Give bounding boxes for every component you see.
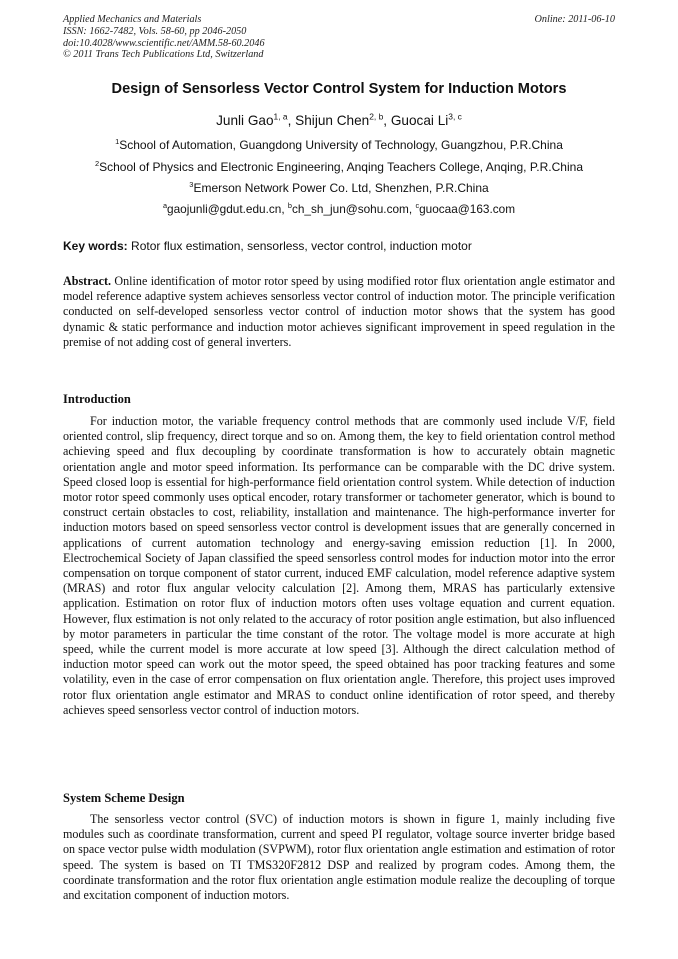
affiliation-1 bbox=[0, 138, 678, 152]
journal-header bbox=[63, 14, 615, 61]
affiliation-text: School of Physics and Electronic Engineering, Anqing Teachers College, Anqing, P.R.China bbox=[99, 160, 583, 174]
section-heading-introduction: Introduction bbox=[63, 392, 131, 406]
doi-line[interactable]: doi:10.4028/www.scientific.net/AMM.58-60.2046 bbox=[63, 37, 265, 49]
affiliation-superscript: 1 bbox=[115, 137, 120, 146]
affiliation-2 bbox=[0, 160, 678, 174]
system-scheme-paragraph: The sensorless vector control (SVC) of induction motors is shown in figure 1, mainly including five modules such as coordinate transformation, current and speed PI regulator, voltage source inverter bridge based on space vector pulse width modulation (SVPWM), rotor flux orientation angle estimation and estimation of rotor speed. The system is based on TI TMS320F2812 DSP and realized by program codes. Among them, the coordinate transformation and the rotor flux orientation angle estimation module realize the decoupling of torque and excitation component of induction motors. bbox=[63, 812, 615, 903]
keywords-text: Rotor flux estimation, sensorless, vector control, induction motor bbox=[131, 239, 472, 253]
email-superscript: b bbox=[287, 201, 292, 211]
email-superscript: c bbox=[415, 201, 420, 211]
affiliation-3 bbox=[0, 181, 678, 195]
abstract-label: Abstract. bbox=[63, 274, 112, 288]
paper-title: Design of Sensorless Vector Control System for Induction Motors bbox=[111, 81, 567, 97]
online-date: Online: 2011-06-10 bbox=[534, 14, 615, 25]
journal-name: Applied Mechanics and Materials bbox=[63, 14, 202, 25]
section-heading-system-scheme: System Scheme Design bbox=[63, 791, 185, 805]
keywords-label: Key words: bbox=[63, 239, 128, 253]
author-emails: $^a$gaojunli@gdut.edu.cn, $^b$ch_sh_jun@sohu.com, $^c$guocaa@163.com bbox=[162, 201, 516, 216]
affiliation-text: School of Automation, Guangdong University of Technology, Guangzhou, P.R.China bbox=[119, 138, 563, 152]
email-link[interactable]: guocaa@163.com bbox=[419, 202, 516, 216]
abstract-text: Online identification of motor rotor speed by using modified rotor flux orientation angle estimator and model reference adaptive system achieves sensorless vector control of induction motor. The principle verification conducted on self-developed sensorless vector control of induction motor shows that the system has good dynamic & static performance and induction motor achieves significant improvement in speed regulation in the premise of not adding cost of general inverters. bbox=[63, 274, 615, 349]
author-name: Shijun Chen bbox=[295, 113, 370, 128]
introduction-paragraph: For induction motor, the variable frequency control methods that are commonly used include V/F, field oriented control, slip frequency, direct torque and so on. Among them, the key to field orientation control method achieving speed and flux decoupling by coordinate transformation is how to accurately obtain magnetic orientation angle and motor speed information. Its performance can be comparable with the DC drive system. Speed closed loop is essential for high-performance field orientation control system. While detection of induction motor rotor speed commonly uses optical encoder, rotary transformer or tachometer generator, which is bound to construct certain obstacles to cost, reliability, installation and maintenance. The high-performance inverter for induction motors based on speed sensorless vector control is development issues that are generally concerned in applications of current automation technology and energy-saving emission reduction [1]. In 2000, Electrochemical Society of Japan classified the speed sensorless control modes for induction motor into the error compensation on torque component of stator current, induced EMF calculation, model reference adaptive system (MRAS) and rotor flux angular velocity calculation [2]. Among them, MRAS has particularly extensive application. Estimation on rotor flux of induction motors often uses voltage equation and current equation. However, flux estimation is not only related to the accuracy of rotor position angle estimation, but also influenced by motor parameters in particular the time constant of the rotor. The voltage model is more accurate at high speed, while the current model is more accurate at low speed [3]. Although the direct calculation method of induction motor speed can work out the motor speed, the speed obtained has poor tracking features and some volatility, even in the case of error compensation on flux orientation angle. Therefore, this project uses improved rotor flux orientation angle estimator and MRAS to conduct online identification of rotor speed, and thereby achieves speed sensorless vector control of induction motors. bbox=[63, 414, 615, 717]
author-superscript: 1, a bbox=[273, 111, 288, 122]
affiliation-superscript: 2 bbox=[94, 159, 100, 168]
author-list: Junli Gao$^{1, a}$, Shijun Chen$^{2, b}$, Guocai Li$^{3, c}$ bbox=[216, 111, 462, 128]
abstract-paragraph bbox=[63, 274, 615, 350]
author-superscript: 2, b bbox=[369, 111, 384, 122]
affiliation-text: Emerson Network Power Co. Ltd, Shenzhen, P.R.China bbox=[193, 181, 489, 195]
affiliation-superscript: 3 bbox=[189, 180, 194, 189]
email-link[interactable]: gaojunli@gdut.edu.cn bbox=[167, 202, 282, 216]
author-name: Junli Gao bbox=[216, 113, 274, 128]
email-superscript: a bbox=[162, 201, 168, 211]
author-name: Guocai Li bbox=[390, 113, 449, 128]
author-superscript: 3, c bbox=[448, 111, 462, 122]
issn-line: ISSN: 1662-7482, Vols. 58-60, pp 2046-2050 bbox=[63, 25, 247, 37]
email-link[interactable]: ch_sh_jun@sohu.com bbox=[291, 202, 409, 216]
keywords-line bbox=[63, 239, 615, 253]
copyright-line: © 2011 Trans Tech Publications Ltd, Switzerland bbox=[63, 49, 264, 61]
